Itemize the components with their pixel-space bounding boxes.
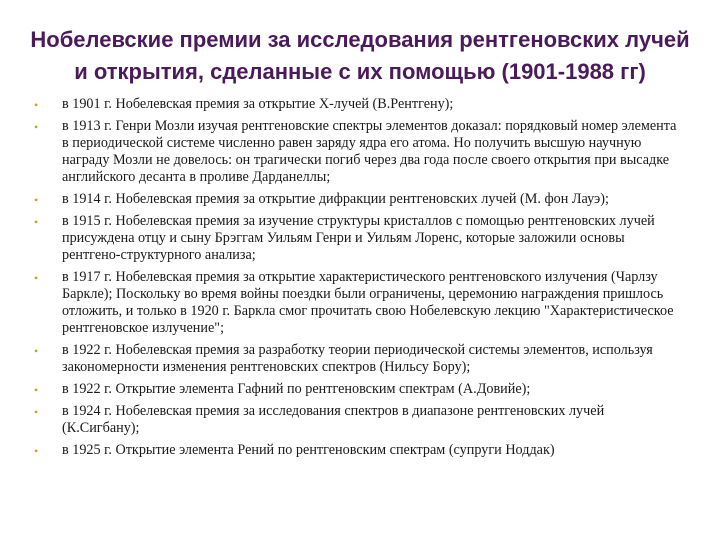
- list-item-text: в 1922 г. Открытие элемента Гафний по рентгеновским спектрам (А.Довийе);: [62, 381, 531, 397]
- list-item: [30, 213, 680, 264]
- list-item-text: в 1917 г. Нобелевская премия за открытие характеристического рентгеновского излучения (Чарлзу Баркле); Поскольку во время войны поездки были ограничены, церемонию награждения пришлось отложить, и только в 1920 г. Баркла смог прочитать свою Нобелевскую лекцию "Характеристическое рентгеновское излучение";: [62, 269, 674, 336]
- list-item: [30, 269, 680, 337]
- list-item-text: в 1924 г. Нобелевская премия за исследования спектров в диапазоне рентгеновских лучей (К.Сигбану);: [62, 403, 605, 436]
- bullet-icon: •: [34, 120, 39, 134]
- list-item-text: в 1925 г. Открытие элемента Рений по рентгеновским спектрам (супруги Ноддак): [62, 442, 555, 458]
- bullet-icon: •: [34, 405, 39, 419]
- bullet-icon: •: [34, 98, 39, 112]
- list-item: [30, 342, 680, 376]
- bullet-icon: •: [34, 271, 39, 285]
- list-item-text: в 1913 г. Генри Мозли изучая рентгеновские спектры элементов доказал: порядковый номер элемента в периодической системе численно равен заряду ядра его атома. Но получить высшую научную награду Мозли не довелось: он трагически погиб через два года после своего открытия при высадке английского десанта в проливе Дарданеллы;: [62, 118, 677, 185]
- bullet-icon: •: [34, 215, 39, 229]
- bullet-icon: •: [34, 444, 39, 458]
- bullet-icon: •: [34, 193, 39, 207]
- list-item: [30, 442, 680, 459]
- list-item: [30, 381, 680, 398]
- bullet-icon: •: [34, 344, 39, 358]
- list-item-text: в 1901 г. Нобелевская премия за открытие Х-лучей (В.Рентгену);: [62, 96, 454, 112]
- list-item: [30, 96, 680, 113]
- bullet-list: [30, 96, 680, 464]
- list-item-text: в 1922 г. Нобелевская премия за разработку теории периодической системы элементов, используя закономерности изменения рентгеновских спектров (Нильсу Бору);: [62, 342, 653, 375]
- list-item: [30, 118, 680, 186]
- list-item: [30, 191, 680, 208]
- list-item: [30, 403, 680, 437]
- slide-title: Нобелевские премии за исследования рентгеновских лучей и открытия, сделанные с их помощью (1901-1988 гг): [30, 27, 690, 84]
- list-item-text: в 1915 г. Нобелевская премия за изучение структуры кристаллов с помощью рентгеновских лучей присуждена отцу и сыну Брэггам Уильям Генри и Уильям Лоренс, которые заложили основы рентгено-структурного анализа;: [62, 213, 655, 263]
- bullet-icon: •: [34, 383, 39, 397]
- list-item-text: в 1914 г. Нобелевская премия за открытие дифракции рентгеновских лучей (М. фон Лауэ);: [62, 191, 609, 207]
